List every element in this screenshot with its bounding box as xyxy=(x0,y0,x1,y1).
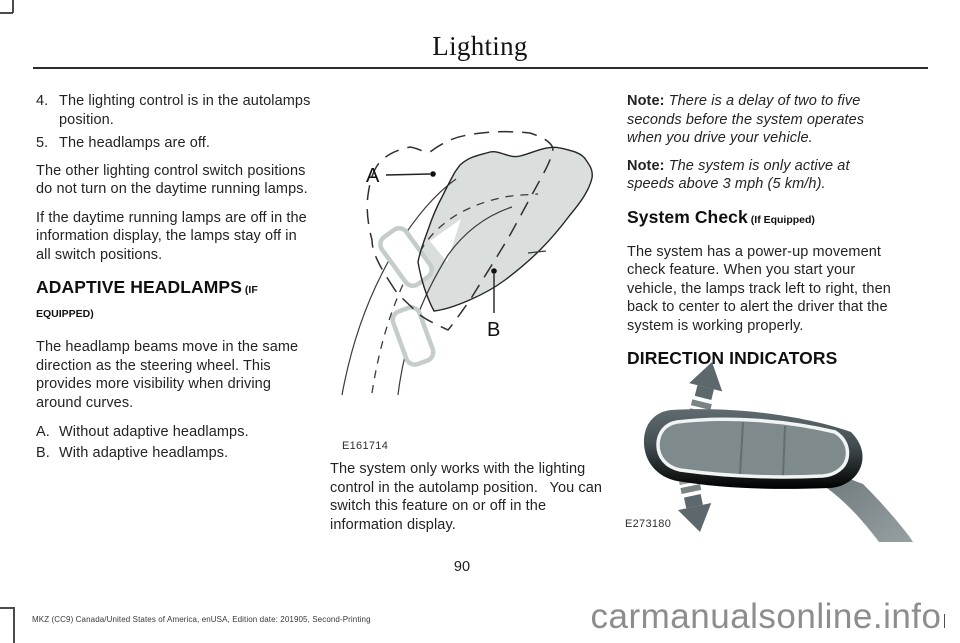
note-text: There is a delay of two to five seconds before the system operates when you drive your vehicle. xyxy=(627,93,865,146)
list-text: The lighting control is in the autolamps position. xyxy=(59,93,311,128)
callout-b-label: B xyxy=(487,319,501,341)
paragraph: The headlamp beams move in the same direction as the steering wheel. This provides more visibility when driving around curves. xyxy=(36,339,299,411)
scan-corner-mark xyxy=(13,607,15,643)
figure-direction-indicator-stalk xyxy=(625,350,917,542)
note-label: Note: xyxy=(627,93,665,109)
list-item xyxy=(36,444,314,463)
callout-a-dot xyxy=(430,171,436,177)
paragraph: The system has a power-up movement check feature. When you start your vehicle, the lamps track left to right, then back to center to alert the driver that the system is working properly. xyxy=(627,243,891,334)
scan-corner-mark xyxy=(0,12,13,14)
callout-b-dot xyxy=(491,268,497,274)
right-column xyxy=(627,92,901,382)
list-text: With adaptive headlamps. xyxy=(59,444,229,461)
note-text: The system is only active at speeds above 3 mph (5 km/h). xyxy=(627,157,850,192)
header-rule xyxy=(33,67,928,69)
section-heading-system-check xyxy=(627,207,901,231)
middle-column-paragraph: The system only works with the lighting control in the autolamp position. You can switch this feature on or off in the information display. xyxy=(330,461,603,533)
section-heading-adaptive-headlamps xyxy=(36,277,314,325)
heading-suffix: (IF EQUIPPED) xyxy=(36,284,258,320)
note-label: Note: xyxy=(627,157,665,174)
note-paragraph xyxy=(627,157,901,194)
list-letter: A. xyxy=(36,424,50,440)
watermark-caret xyxy=(944,614,946,628)
list-text: The headlamps are off. xyxy=(59,135,211,151)
paragraph: The other lighting control switch positions do not turn on the daytime running lamps. xyxy=(36,162,308,197)
note-paragraph xyxy=(627,92,901,148)
watermark xyxy=(560,598,945,636)
list-item xyxy=(36,92,314,129)
section-heading-direction-indicators: DIRECTION INDICATORS xyxy=(627,348,838,368)
footer-edition-note: MKZ (CC9) Canada/United States of America, enUSA, Edition date: 201905, Second-Printing xyxy=(32,615,371,624)
page-title: Lighting xyxy=(432,31,528,61)
headlamp-beam-diagram xyxy=(330,95,610,440)
paragraph: If the daytime running lamps are off in the information display, the lamps stay off in all switch positions. xyxy=(36,209,307,263)
callout-a-label: A xyxy=(366,165,380,187)
list-number: 4. xyxy=(36,93,49,109)
callout-a-leader xyxy=(386,174,430,175)
beam-b-fill xyxy=(418,147,592,311)
list-letter: B. xyxy=(36,444,50,461)
list-item xyxy=(36,423,314,442)
heading-text: System Check xyxy=(627,206,748,227)
vehicle-shape xyxy=(390,305,435,367)
figure-code: E161714 xyxy=(342,440,389,452)
watermark-text: carmanualsonline.info xyxy=(590,597,942,636)
list-item xyxy=(36,134,314,153)
heading-text: ADAPTIVE HEADLAMPS xyxy=(36,277,242,297)
left-column xyxy=(36,92,314,467)
heading-suffix: (If Equipped) xyxy=(747,213,815,226)
list-text: Without adaptive headlamps. xyxy=(59,424,249,440)
scan-corner-mark xyxy=(0,607,14,609)
list-number: 5. xyxy=(36,135,49,151)
page-number: 90 xyxy=(453,559,471,575)
figure-adaptive-headlamp-beams xyxy=(330,95,610,440)
figure-code: E273180 xyxy=(625,518,672,530)
turn-signal-stalk-illustration xyxy=(625,350,917,542)
